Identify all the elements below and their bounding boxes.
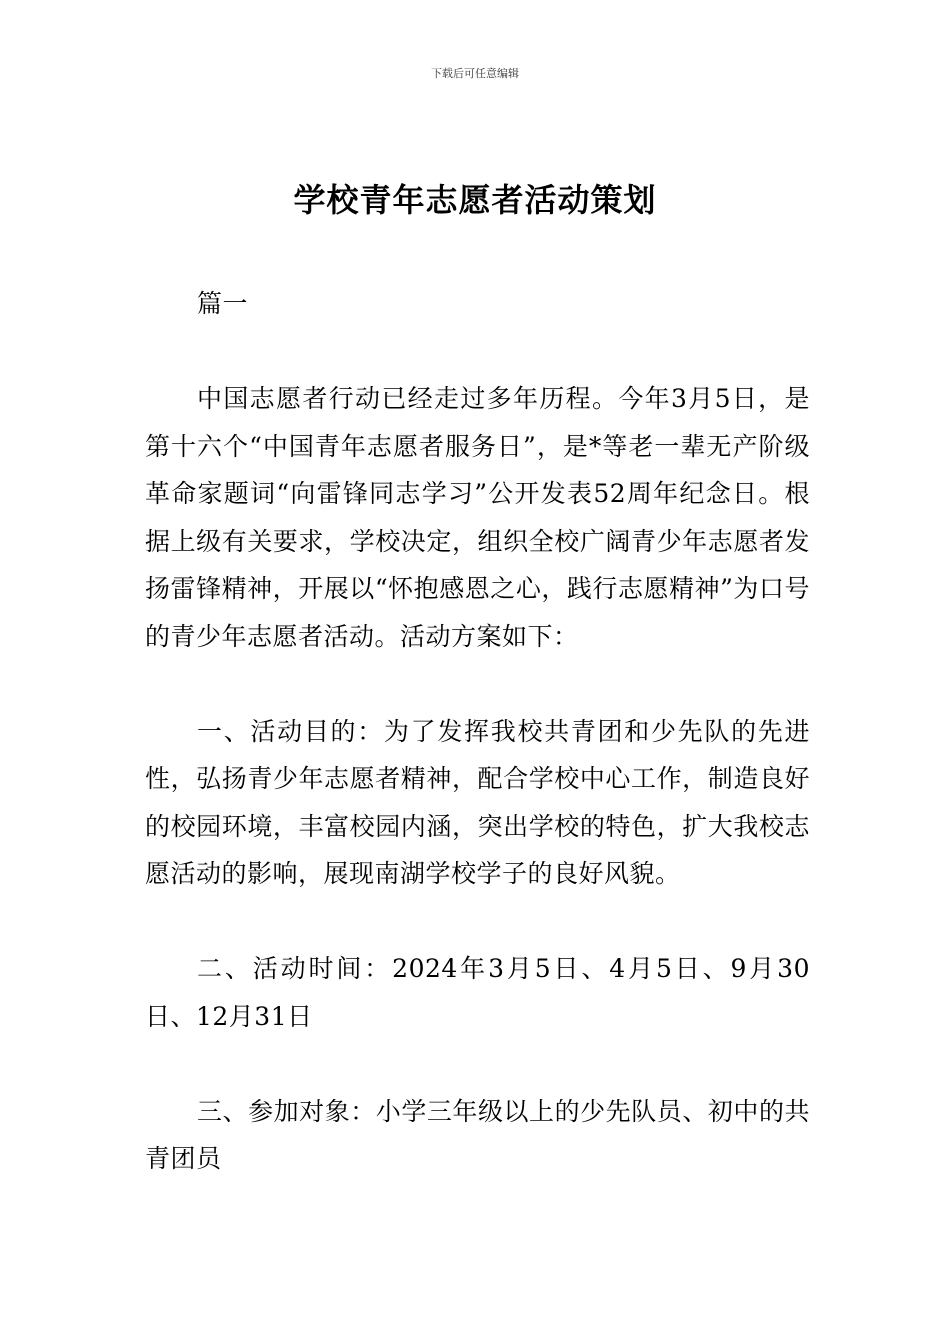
document-body bbox=[145, 280, 810, 1183]
section-label: 篇一 bbox=[197, 289, 249, 318]
page-header-note: 下载后可任意编辑 bbox=[431, 67, 519, 80]
participants-paragraph: 三、参加对象：小学三年级以上的少先队员、初中的共青团员 bbox=[145, 1096, 810, 1173]
activity-purpose-paragraph: 一、活动目的：为了发挥我校共青团和少先队的先进性，弘扬青少年志愿者精神，配合学校中心工作，制造良好的校园环境，丰富校园内涵，突出学校的特色，扩大我校志愿活动的影响，展现南湖学校学子的良好风貌。 bbox=[145, 716, 810, 888]
intro-paragraph: 中国志愿者行动已经走过多年历程。今年3月5日，是第十六个“中国青年志愿者服务日”，是*等老一辈无产阶级革命家题词“向雷锋同志学习”公开发表52周年纪念日。根据上级有关要求，学校决定，组织全校广阔青少年志愿者发扬雷锋精神，开展以“怀抱感恩之心，践行志愿精神”为口号的青少年志愿者活动。活动方案如下： bbox=[145, 384, 810, 651]
activity-time-paragraph: 二、活动时间：2024年3月5日、4月5日、9月30日、12月31日 bbox=[145, 954, 810, 1031]
document-title: 学校青年志愿者活动策划 bbox=[293, 181, 657, 219]
